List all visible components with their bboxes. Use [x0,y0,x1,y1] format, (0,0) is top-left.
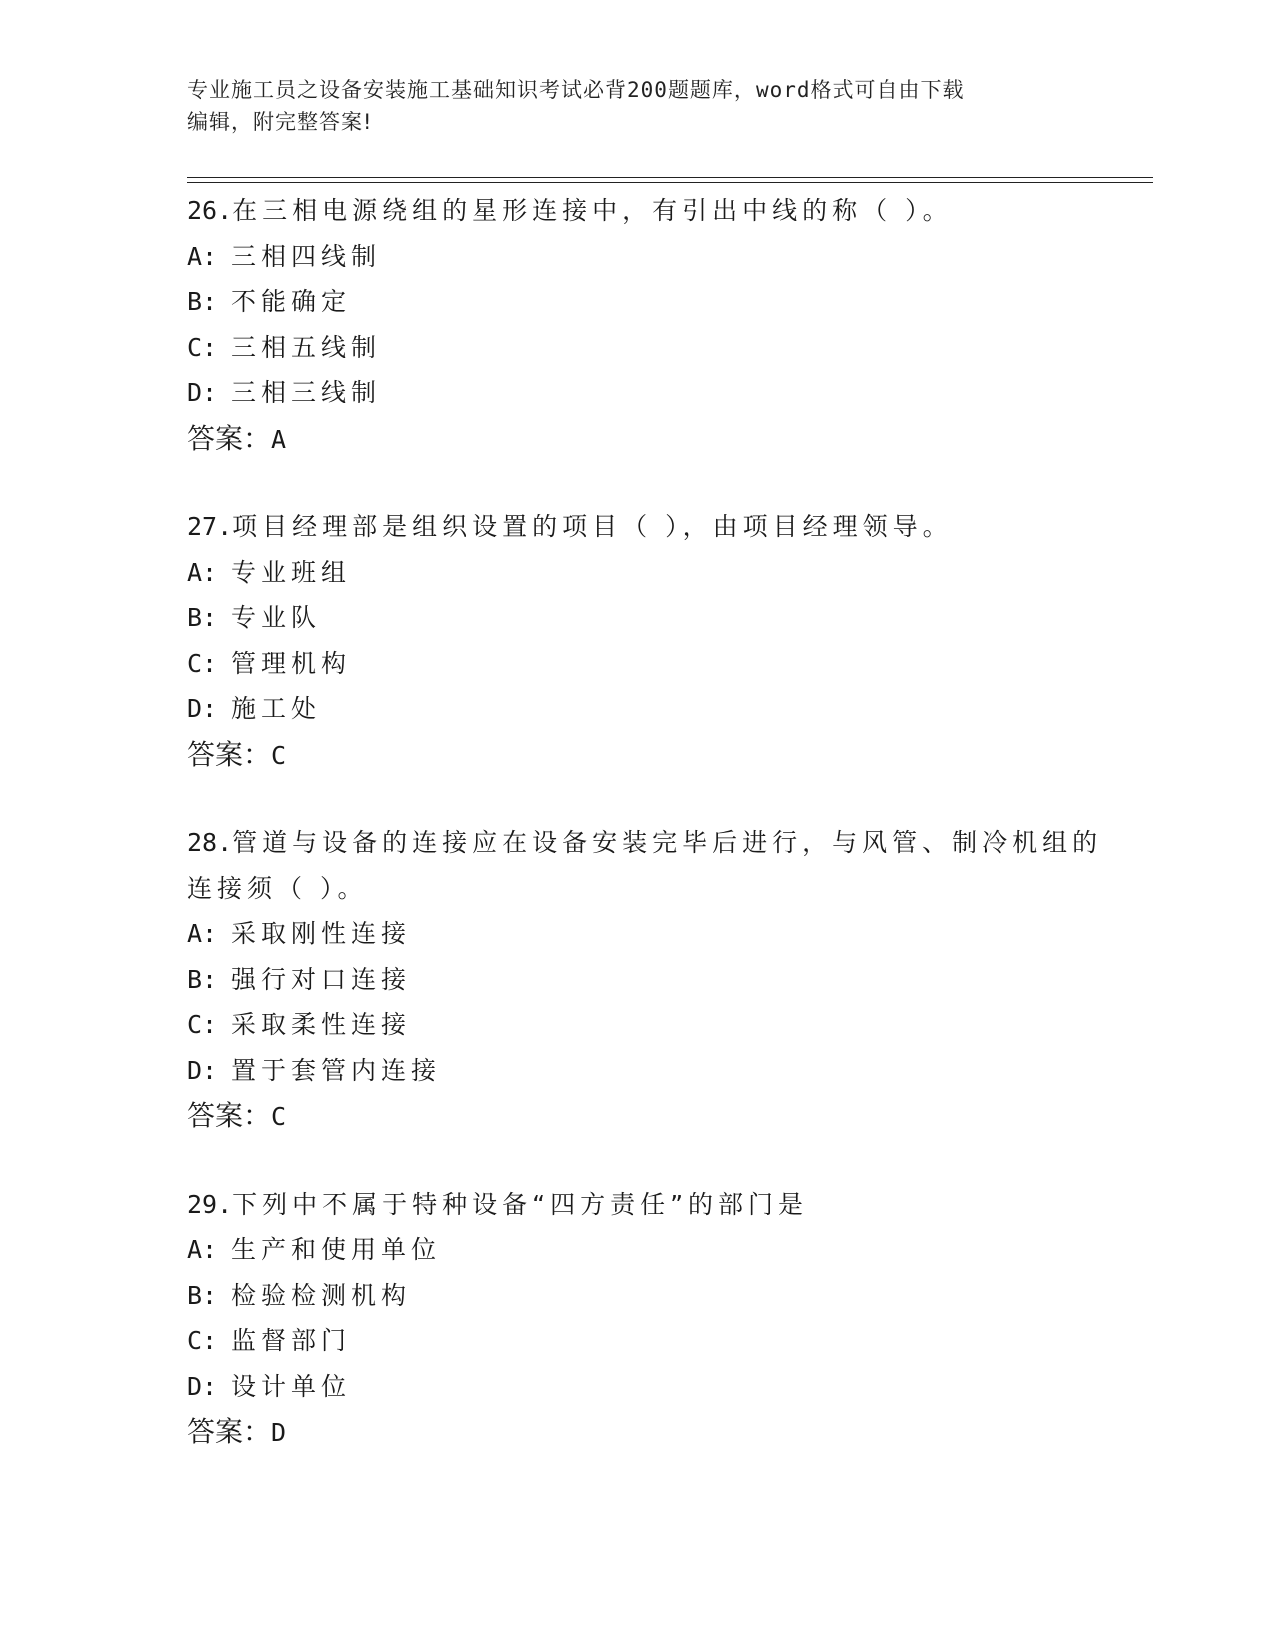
question-stem [187,188,1153,234]
header-line-2: 编辑，附完整答案! [187,110,373,134]
option-c [187,1002,1153,1048]
question-stem-continued: 连接须（ ）。 [187,873,368,903]
question-spacer [187,778,1153,820]
header-title-part-3: 格式可自由下载 [810,78,965,102]
question-26 [187,188,1153,462]
option-a [187,1227,1153,1273]
option-text: 三相三线制 [231,378,382,407]
header-title-part-1: 专业施工员之设备安装施工基础知识考试必背 [187,78,627,102]
question-text: 项目经理部是组织设置的项目（ ），由项目经理领导。 [232,512,953,541]
question-number: 26. [187,196,233,225]
option-key: D: [187,694,218,723]
answer-value: A [271,424,287,454]
option-text: 管理机构 [231,648,352,678]
option-key: A: [187,1235,218,1264]
option-text: 设计单位 [231,1371,352,1401]
question-text: 管道与设备的连接应在设备安装完毕后进行，与风管、制冷机组的 [232,828,1103,857]
question-text: 下列中不属于特种设备“四方责任”的部门是 [232,1189,809,1219]
option-text: 生产和使用单位 [231,1235,442,1264]
option-a [187,234,1153,280]
question-text: 在三相电源绕组的星形连接中，有引出中线的称（ ）。 [232,196,953,225]
option-key: C: [187,1326,218,1355]
document-header [187,74,1067,138]
option-b [187,957,1153,1003]
option-key: B: [187,603,218,632]
question-spacer [187,462,1153,504]
option-b [187,279,1153,325]
question-number: 27. [187,512,233,541]
option-text: 施工处 [231,694,322,723]
answer-value: D [271,1418,287,1447]
answer [187,416,1153,463]
option-key: D: [187,378,218,407]
question-stem [187,504,1153,550]
option-text: 检验检测机构 [231,1280,412,1310]
option-b [187,1273,1153,1319]
question-stem [187,820,1153,866]
option-key: A: [187,919,218,948]
answer-label: 答案： [187,1099,272,1132]
answer-label: 答案： [187,1415,272,1448]
option-text: 专业队 [231,603,322,632]
option-text: 强行对口连接 [231,964,412,994]
question-28 [187,820,1153,1140]
header-double-rule [187,177,1153,183]
option-text: 监督部门 [231,1326,352,1355]
option-key: B: [187,964,218,994]
option-key: B: [187,287,218,316]
option-text: 采取柔性连接 [231,1010,412,1039]
option-c [187,325,1153,371]
question-number: 29. [187,1189,233,1219]
option-text: 三相四线制 [231,241,382,271]
option-text: 专业班组 [231,557,352,587]
option-key: C: [187,1010,218,1039]
option-text: 置于套管内连接 [231,1055,442,1085]
option-d [187,370,1153,416]
option-a [187,550,1153,596]
answer-label: 答案： [187,737,272,771]
answer [187,1093,1153,1140]
question-stem [187,1182,1153,1228]
option-key: A: [187,241,218,271]
header-format-word: word [755,78,811,102]
question-29 [187,1182,1153,1456]
header-question-count: 200 [627,78,668,102]
question-list [187,188,1153,1456]
option-key: B: [187,1280,218,1310]
answer [187,732,1153,779]
answer-value: C [271,740,287,770]
question-spacer [187,1140,1153,1182]
option-text: 三相五线制 [231,332,382,362]
option-key: C: [187,648,218,678]
header-line-1 [187,74,1067,106]
option-c [187,1318,1153,1364]
question-number: 28. [187,828,233,857]
option-key: D: [187,1371,218,1401]
answer-label: 答案： [187,421,272,455]
answer-value: C [271,1102,287,1131]
option-d [187,1048,1153,1094]
option-a [187,911,1153,957]
option-key: C: [187,332,218,362]
option-text: 不能确定 [231,287,352,316]
header-title-part-2: 题题库， [667,78,756,102]
option-d [187,1364,1153,1410]
option-d [187,686,1153,732]
option-b [187,595,1153,641]
answer [187,1409,1153,1456]
question-27 [187,504,1153,778]
option-key: A: [187,557,218,587]
option-c [187,641,1153,687]
option-key: D: [187,1055,218,1085]
option-text: 采取刚性连接 [231,919,412,948]
